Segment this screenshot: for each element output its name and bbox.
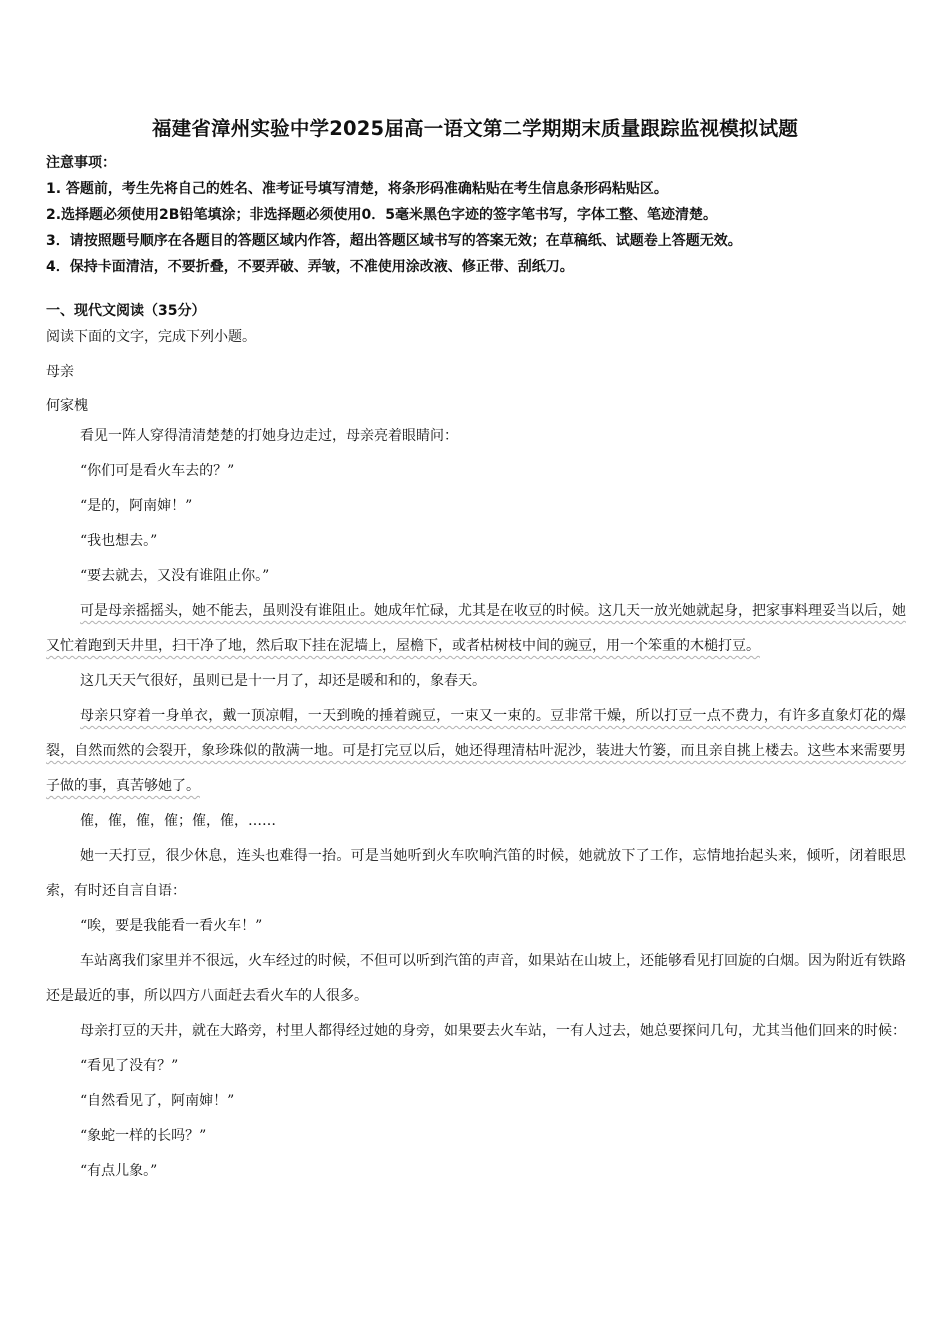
passage-body [46, 419, 906, 1189]
notice-item: 2.选择题必须使用2B铅笔填涂；非选择题必须使用0．5毫米黑色字迹的签字笔书写，字体工整、笔迹清楚。 [46, 207, 717, 223]
wavy-underlined-text: 可是母亲摇摇头，她不能去，虽则没有谁阻止。她成年忙碌，尤其是在收豆的时候。这几天一放光她就起身，把家事料理妥当以后，她又忙着跑到天井里，扫干净了地，然后取下挂在泥墙上，屋檐下，或者枯树枝中间的豌豆，用一个笨重的木槌打豆。 [46, 603, 906, 654]
paragraph: “自然看见了，阿南婶！” [80, 1093, 235, 1109]
passage-author: 何家槐 [46, 398, 88, 414]
paragraph: “你们可是看火车去的？” [80, 463, 235, 479]
paragraph: 这几天天气很好，虽则已是十一月了，却还是暖和和的，象春天。 [80, 673, 486, 689]
paragraph: 车站离我们家里并不很远，火车经过的时候，不但可以听到汽笛的声音，如果站在山坡上，还能够看见打回旋的白烟。因为附近有铁路还是最近的事，所以四方八面赶去看火车的人很多。 [46, 953, 906, 1004]
page-title: 福建省漳州实验中学2025届高一语文第二学期期末质量跟踪监视模拟试题 [151, 117, 799, 140]
passage-title: 母亲 [46, 364, 74, 380]
paragraph: “是的，阿南婶！” [80, 498, 193, 514]
paragraph: “要去就去，又没有谁阻止你。” [80, 568, 270, 584]
notice-item: 4．保持卡面清洁，不要折叠，不要弄破、弄皱，不准使用涂改液、修正带、刮纸刀。 [46, 259, 574, 275]
paragraph: “有点儿象。” [80, 1163, 158, 1179]
paragraph-underlined [46, 699, 906, 804]
notice-item: 1. 答题前，考生先将自己的姓名、准考证号填写清楚，将条形码准确粘贴在考生信息条形码粘贴区。 [46, 181, 668, 197]
wavy-underlined-text: 母亲只穿着一身单衣，戴一顶凉帽，一天到晚的捶着豌豆，一束又一束的。豆非常干燥，所以打豆一点不费力，有许多直象灯花的爆裂，自然而然的会裂开，象珍珠似的散满一地。可是打完豆以后，她还得理清枯叶泥沙，装进大竹篓，而且亲自挑上楼去。这些本来需要男子做的事，真苦够她了。 [46, 708, 906, 794]
paragraph: “象蛇一样的长吗？” [80, 1128, 207, 1144]
notice-heading: 注意事项： [46, 155, 116, 171]
paragraph: 看见一阵人穿得清清楚楚的打她身边走过，母亲亮着眼睛问： [80, 428, 458, 444]
paragraph: “看见了没有？” [80, 1058, 179, 1074]
paragraph: 她一天打豆，很少休息，连头也难得一抬。可是当她听到火车吹响汽笛的时候，她就放下了工作，忘情地抬起头来，倾听，闭着眼思索，有时还自言自语： [46, 848, 906, 899]
paragraph: 傕，傕，傕，傕；傕，傕，…… [80, 813, 276, 829]
section-heading: 一、现代文阅读（35分） [46, 303, 206, 319]
paragraph: “唉，要是我能看一看火车！” [80, 918, 263, 934]
paragraph: “我也想去。” [80, 533, 158, 549]
paragraph-underlined [46, 594, 906, 664]
paragraph: 母亲打豆的天井，就在大路旁，村里人都得经过她的身旁，如果要去火车站，一有人过去，她总要探问几句，尤其当他们回来的时候： [80, 1023, 906, 1039]
notice-item: 3．请按照题号顺序在各题目的答题区域内作答，超出答题区域书写的答案无效；在草稿纸、试题卷上答题无效。 [46, 233, 742, 249]
notice-list [46, 176, 916, 280]
section-intro: 阅读下面的文字，完成下列小题。 [46, 329, 256, 345]
